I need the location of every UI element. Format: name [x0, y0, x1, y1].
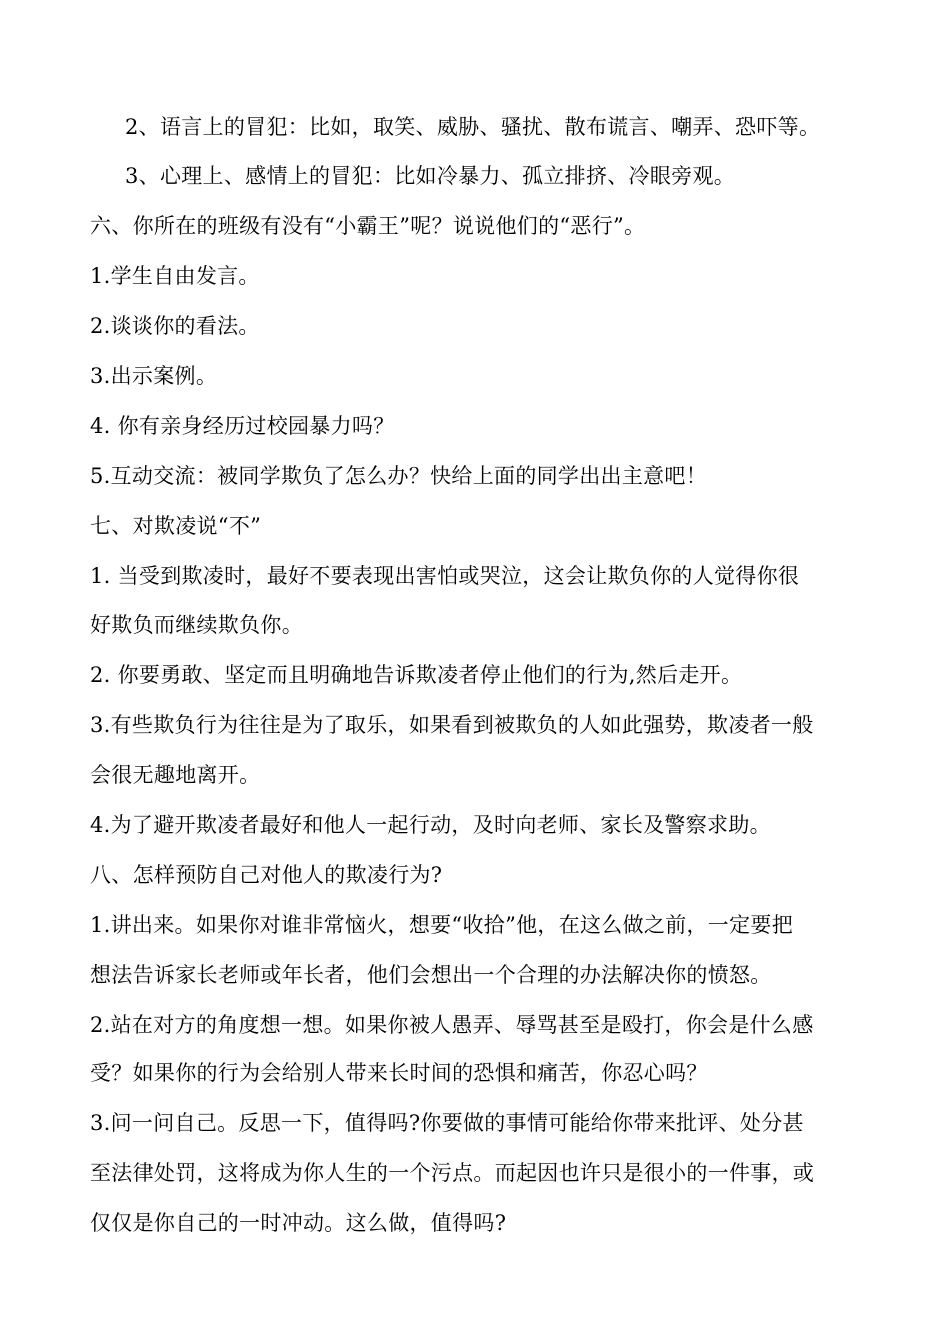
list-item: 1.学生自由发言。 — [90, 264, 260, 288]
section-heading: 八、怎样预防自己对他人的欺凌行为? — [90, 863, 443, 887]
list-item: 5.互动交流：被同学欺负了怎么办？快给上面的同学出出主意吧！ — [90, 464, 708, 488]
list-item: 4. 你有亲身经历过校园暴力吗？ — [90, 414, 395, 438]
list-item: 3.有些欺负行为往往是为了取乐，如果看到被欺负的人如此强势，欺凌者一般 — [90, 713, 814, 737]
list-item: 2. 你要勇敢、坚定而且明确地告诉欺凌者停止他们的行为,然后走开。 — [90, 663, 743, 687]
paragraph-line: 3、心理上、感情上的冒犯：比如冷暴力、孤立排挤、冷眼旁观。 — [125, 164, 736, 188]
paragraph-line: 2、语言上的冒犯：比如，取笑、威胁、骚扰、散布谎言、嘲弄、恐吓等。 — [125, 115, 821, 139]
list-item: 3.出示案例。 — [90, 364, 218, 388]
list-item-continuation: 仅仅是你自己的一时冲动。这么做，值得吗? — [90, 1211, 507, 1235]
list-item: 1. 当受到欺凌时，最好不要表现出害怕或哭泣，这会让欺负你的人觉得你很 — [90, 564, 800, 588]
list-item-continuation: 好欺负而继续欺负你。 — [90, 613, 303, 637]
list-item-continuation: 至法律处罚，这将成为你人生的一个污点。而起因也许只是很小的一件事，或 — [90, 1161, 815, 1185]
list-item-continuation: 受？如果你的行为会给别人带来长时间的恐惧和痛苦，你忍心吗？ — [90, 1061, 708, 1085]
list-item: 4.为了避开欺凌者最好和他人一起行动，及时向老师、家长及警察求助。 — [90, 813, 771, 837]
list-item: 2.站在对方的角度想一想。如果你被人愚弄、辱骂甚至是殴打，你会是什么感 — [90, 1013, 814, 1037]
section-heading: 六、你所在的班级有没有“小霸王”呢？说说他们的“恶行”。 — [90, 214, 646, 238]
list-item-continuation: 想法告诉家长老师或年长者，他们会想出一个合理的办法解决你的愤怒。 — [90, 963, 772, 987]
list-item: 1.讲出来。如果你对谁非常恼火，想要“收拾”他，在这么做之前，一定要把 — [90, 913, 794, 937]
list-item: 2.谈谈你的看法。 — [90, 314, 260, 338]
section-heading: 七、对欺凌说“不” — [90, 514, 262, 538]
list-item: 3.问一问自己。反思一下，值得吗?你要做的事情可能给你带来批评、处分甚 — [90, 1111, 804, 1135]
list-item-continuation: 会很无趣地离开。 — [90, 763, 261, 787]
